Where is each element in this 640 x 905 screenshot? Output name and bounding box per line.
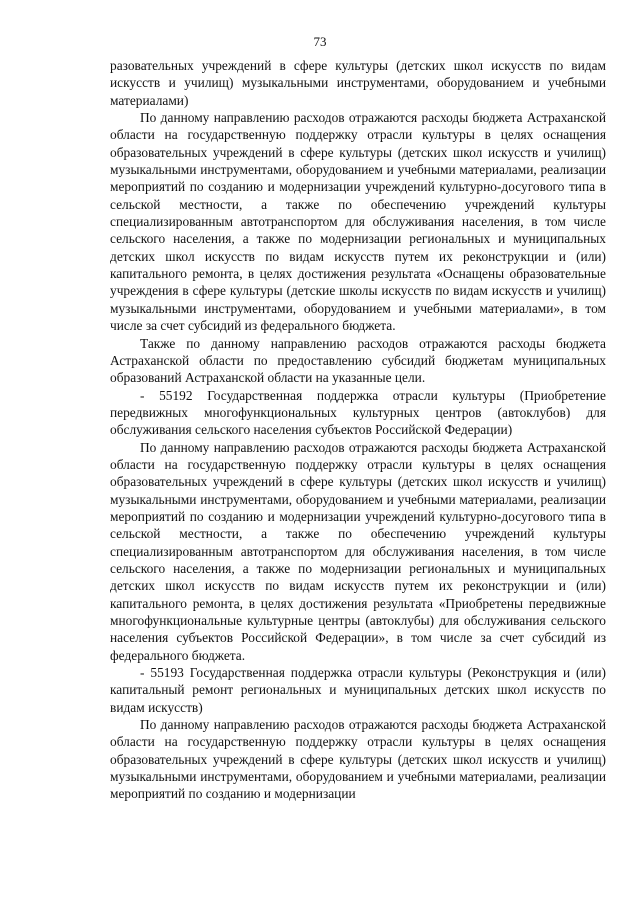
- paragraph: По данному направлению расходов отражаются расходы бюджета Астраханской области на государственную поддержку отрасли культуры в целях оснащения образовательных учреждений в сфере культуры (детских школ искусств и училищ) музыкальными инструментами, оборудованием и учебными материалами, реализации мероприятий по созданию и модернизации: [110, 717, 606, 802]
- paragraph: По данному направлению расходов отражаются расходы бюджета Астраханской области на государственную поддержку отрасли культуры в целях оснащения образовательных учреждений в сфере культуры (детских школ искусств и училищ) музыкальными инструментами, оборудованием и учебными материалами, реализации мероприятий по созданию и модернизации учреждений культурно-досугового типа в сельской местности, а также по обеспечению учреждений культуры специализированным автотранспортом для обслуживания населения, в том числе сельского населения, а также по модернизации региональных и муниципальных детских школ искусств по видам искусств путем их реконструкции и (или) капитального ремонта, в целях достижения результата «Оснащены образовательные учреждения в сфере культуры (детские школы искусств по видам искусств и училищ) музыкальными инструментами, оборудованием и учебными материалами», в том числе за счет субсидий из федерального бюджета.: [110, 110, 606, 334]
- document-body: [110, 57, 606, 803]
- paragraph-code-heading: - 55192 Государственная поддержка отрасли культуры (Приобретение передвижных многофункциональных культурных центров (автоклубов) для обслуживания сельского населения субъектов Российской Федерации): [110, 387, 606, 438]
- paragraph: По данному направлению расходов отражаются расходы бюджета Астраханской области на государственную поддержку отрасли культуры в целях оснащения образовательных учреждений в сфере культуры (детских школ искусств и училищ) музыкальными инструментами, оборудованием и учебными материалами, реализации мероприятий по созданию и модернизации учреждений культурно-досугового типа в сельской местности, а также по обеспечению учреждений культуры специализированным автотранспортом для обслуживания населения, в том числе сельского населения, а также по модернизации региональных и муниципальных детских школ искусств по видам искусств путем их реконструкции и (или) капитального ремонта, в целях достижения результата «Приобретены передвижные многофункциональные культурные центры (автоклубы) для обслуживания сельского населения субъектов Российской Федерации», в том числе за счет субсидий из федерального бюджета.: [110, 439, 606, 663]
- paragraph: Также по данному направлению расходов отражаются расходы бюджета Астраханской области по предоставлению субсидий бюджетам муниципальных образований Астраханской области на указанные цели.: [110, 335, 606, 386]
- paragraph-continuation: разовательных учреждений в сфере культуры (детских школ искусств по видам искусств и училищ) музыкальными инструментами, оборудованием и учебными материалами): [110, 58, 606, 108]
- paragraph-code-heading: - 55193 Государственная поддержка отрасли культуры (Реконструкция и (или) капитальный ремонт региональных и муниципальных детских школ искусств по видам искусств): [110, 665, 606, 715]
- page-number: 73: [313, 34, 327, 49]
